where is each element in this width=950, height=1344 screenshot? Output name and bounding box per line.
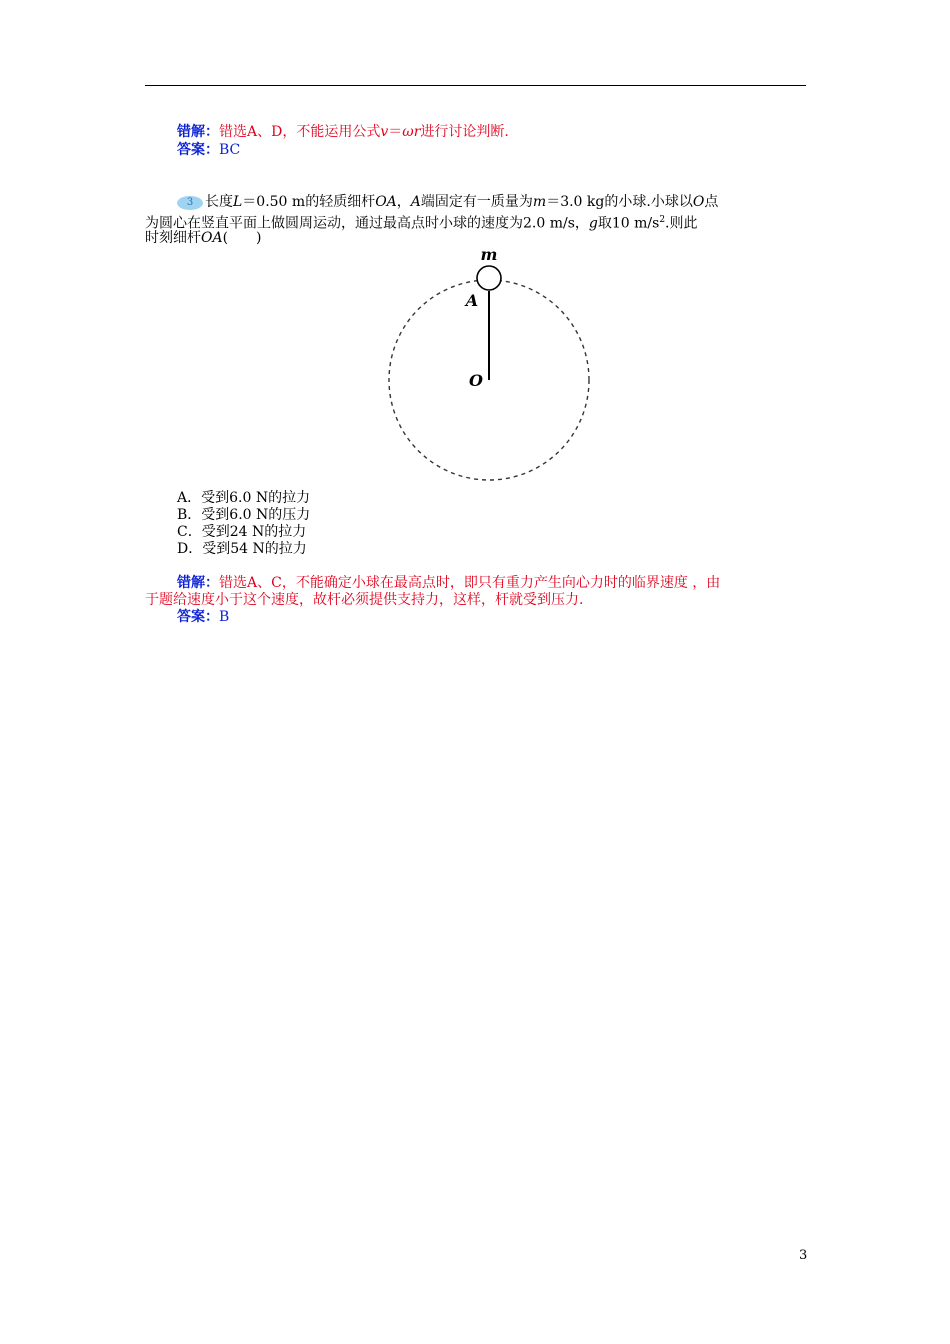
option-d: D．受到54 N的拉力 [177, 541, 307, 557]
answer-label: 答案： [177, 609, 219, 625]
error-text: 错选A、D，不能运用公式v＝ωr进行讨论判断. [219, 124, 509, 140]
label-o: O [469, 371, 483, 390]
error-explanation-2 [177, 575, 720, 592]
ball [477, 266, 501, 290]
answer-value: B [219, 609, 230, 625]
answer-2 [177, 609, 229, 626]
answer-1 [177, 142, 240, 159]
label-m: m [480, 245, 498, 264]
error-label: 错解： [177, 124, 219, 140]
option-b: B．受到6.0 N的压力 [177, 507, 311, 523]
question-line-3: 时刻细杆OA( ) [145, 230, 262, 246]
error-label: 错解： [177, 575, 219, 591]
option-a: A．受到6.0 N的拉力 [177, 490, 311, 506]
question-line-1: 3 长度L＝0.50 m的轻质细杆OA，A端固定有一质量为m＝3.0 kg的小球.小球以O点 [177, 193, 718, 211]
error-explanation-1 [177, 124, 509, 141]
answer-label: 答案： [177, 142, 219, 158]
error-text-line-2: 于题给速度小于这个速度，故杆必须提供支持力，这样，杆就受到压力. [145, 592, 584, 608]
question-number-badge: 3 [177, 196, 203, 210]
error-text-line-1: 错选A、C，不能确定小球在最高点时，即只有重力产生向心力时的临界速度 ，由 [219, 575, 721, 591]
circular-motion-diagram [380, 240, 600, 490]
question-line-2: 为圆心在竖直平面上做圆周运动，通过最高点时小球的速度为2.0 m/s，g取10 $m/s^2$.则此 [145, 215, 698, 232]
header-rule [145, 85, 806, 86]
page-number: 3 [799, 1248, 808, 1263]
answer-value: BC [219, 142, 241, 158]
label-a: A [465, 291, 479, 310]
option-c: C．受到24 N的拉力 [177, 524, 307, 540]
